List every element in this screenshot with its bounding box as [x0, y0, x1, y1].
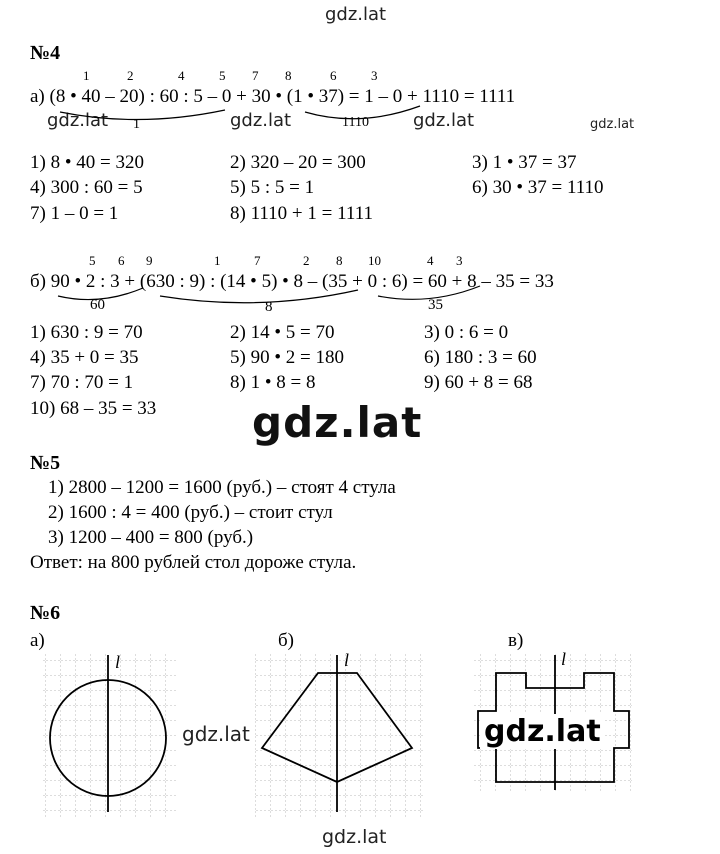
task4-heading: №4	[30, 42, 61, 64]
watermark: gdz.lat	[230, 110, 292, 131]
figure-b-label: б)	[278, 630, 294, 651]
task4a-expression: а) (8 • 40 – 20) : 60 : 5 – 0 + 30 • (1 • 37) = 1 – 0 + 1110 = 1111	[30, 86, 516, 107]
task5-answer: Ответ: на 800 рублей стол дороже стула.	[30, 552, 357, 573]
order-number: 5	[89, 253, 96, 268]
task5-heading: №5	[30, 452, 61, 474]
watermark-bottom: gdz.lat	[322, 826, 387, 848]
task5-line: 2) 1600 : 4 = 400 (руб.) – стоит стул	[48, 502, 333, 523]
step: 8) 1110 + 1 = 1111	[230, 203, 373, 224]
order-number: 4	[178, 68, 185, 83]
intermediate-result: 60	[90, 297, 105, 313]
figure-c-label: в)	[508, 630, 524, 651]
axis-label: l	[561, 649, 567, 669]
axis-label: l	[344, 650, 350, 670]
order-number: 3	[371, 68, 378, 83]
grid-background	[42, 652, 177, 817]
order-number: 4	[427, 253, 434, 268]
order-number: 1	[214, 253, 221, 268]
bracket	[378, 286, 480, 299]
watermark: gdz.lat	[182, 722, 250, 746]
task6-heading: №6	[30, 602, 61, 624]
bracket	[305, 106, 420, 119]
step: 5) 5 : 5 = 1	[230, 177, 315, 198]
order-number: 7	[252, 68, 259, 83]
intermediate-result: 1	[133, 117, 140, 132]
order-number: 6	[118, 253, 125, 268]
order-number: 7	[254, 253, 261, 268]
order-number: 2	[303, 253, 310, 268]
step: 7) 1 – 0 = 1	[30, 203, 119, 224]
watermark: gdz.lat	[413, 110, 475, 131]
task4a-brackets	[60, 106, 420, 120]
step: 9) 60 + 8 = 68	[424, 372, 533, 393]
step: 7) 70 : 70 = 1	[30, 372, 134, 393]
step: 2) 320 – 20 = 300	[230, 152, 366, 173]
step: 1) 8 • 40 = 320	[30, 152, 144, 173]
order-number: 6	[330, 68, 337, 83]
bracket	[60, 110, 225, 120]
step: 5) 90 • 2 = 180	[230, 347, 344, 368]
step: 1) 630 : 9 = 70	[30, 322, 143, 343]
order-number: 8	[336, 253, 343, 268]
watermark-top: gdz.lat	[325, 4, 387, 25]
order-number: 2	[127, 68, 134, 83]
task4b-expression: б) 90 • 2 : 3 + (630 : 9) : (14 • 5) • 8 – (35 + 0 : 6) = 60 + 8 – 35 = 33	[30, 271, 554, 292]
bracket	[58, 288, 143, 300]
watermark-center: gdz.lat	[252, 398, 423, 447]
intermediate-result: 1110	[342, 115, 369, 130]
bracket	[160, 290, 358, 303]
intermediate-result: 8	[265, 299, 273, 315]
watermark: gdz.lat	[47, 110, 109, 131]
figure-a	[42, 652, 177, 817]
step: 4) 300 : 60 = 5	[30, 177, 143, 198]
order-number: 3	[456, 253, 463, 268]
order-number: 8	[285, 68, 292, 83]
step: 6) 180 : 3 = 60	[424, 347, 537, 368]
axis-label: l	[115, 652, 121, 672]
step: 10) 68 – 35 = 33	[30, 398, 157, 419]
grid-background	[255, 652, 425, 817]
step: 3) 1 • 37 = 37	[472, 152, 577, 173]
step: 8) 1 • 8 = 8	[230, 372, 316, 393]
step: 4) 35 + 0 = 35	[30, 347, 139, 368]
figure-a-label: а)	[30, 630, 45, 651]
task4b-brackets	[58, 286, 480, 303]
order-number: 9	[146, 253, 153, 268]
step: 6) 30 • 37 = 1110	[472, 177, 604, 198]
watermark: gdz.lat	[480, 714, 605, 749]
order-number: 5	[219, 68, 226, 83]
figure-b	[255, 652, 425, 817]
task5-line: 3) 1200 – 400 = 800 (руб.)	[48, 527, 254, 548]
watermark: gdz.lat	[590, 117, 635, 132]
step: 2) 14 • 5 = 70	[230, 322, 335, 343]
order-number: 10	[368, 253, 381, 268]
order-number: 1	[83, 68, 90, 83]
step: 3) 0 : 6 = 0	[424, 322, 509, 343]
intermediate-result: 35	[428, 297, 443, 313]
task5-line: 1) 2800 – 1200 = 1600 (руб.) – стоят 4 стула	[48, 477, 396, 498]
